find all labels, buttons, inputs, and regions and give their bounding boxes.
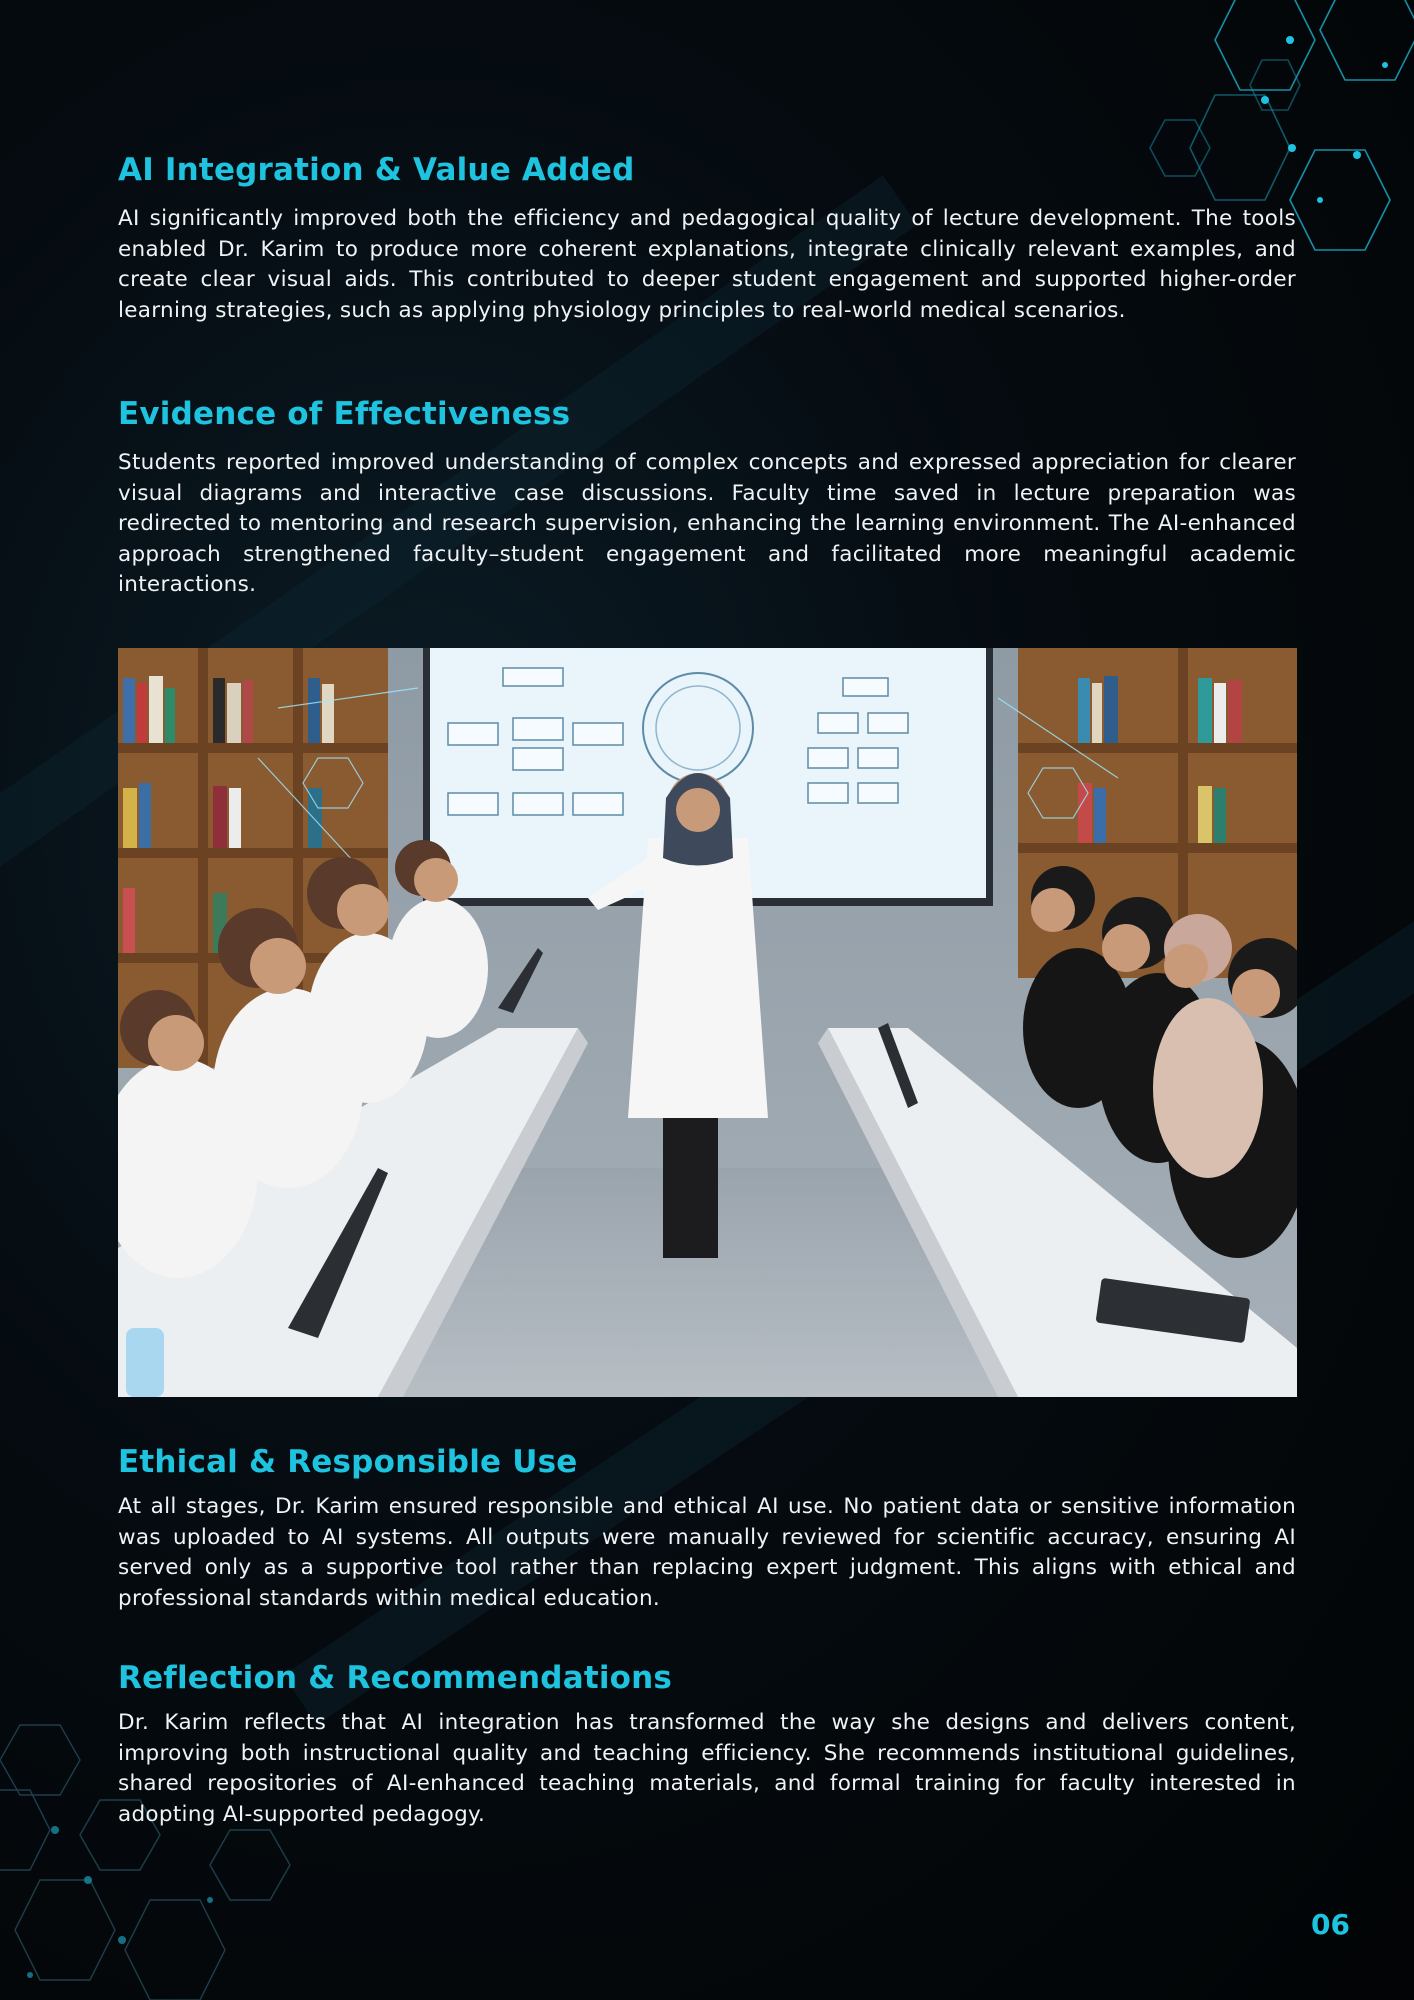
section-evidence <box>118 396 1296 601</box>
section-body: Students reported improved understanding of complex concepts and expressed appreciation for clearer visual diagrams and interactive case discussions. Faculty time saved in lecture preparation was redirected to mentoring and research supervision, enhancing the learning environment. The AI-enhanced approach strengthened faculty–student engagement and facilitated more meaningful academic interactions. <box>118 450 1296 597</box>
section-heading: Ethical & Responsible Use <box>118 1444 578 1480</box>
section-ethical-use <box>118 1444 1296 1614</box>
section-body: At all stages, Dr. Karim ensured responsible and ethical AI use. No patient data or sensitive information was uploaded to AI systems. All outputs were manually reviewed for scientific accuracy, ensuring AI served only as a supportive tool rather than replacing expert judgment. This aligns with ethical and professional standards within medical education. <box>118 1494 1296 1611</box>
page-number: 06 <box>1311 1908 1350 1941</box>
section-heading: Reflection & Recommendations <box>118 1660 673 1696</box>
classroom-illustration <box>118 648 1297 1397</box>
section-heading: AI Integration & Value Added <box>118 152 635 188</box>
section-body: Dr. Karim reflects that AI integration has transformed the way she designs and delivers content, improving both instructional quality and teaching efficiency. She recommends institutional guidelines, shared repositories of AI-enhanced teaching materials, and formal training for faculty interested in adopting AI-supported pedagogy. <box>118 1710 1296 1827</box>
section-body: AI significantly improved both the efficiency and pedagogical quality of lecture development. The tools enabled Dr. Karim to produce more coherent explanations, integrate clinically relevant examples, and create clear visual aids. This contributed to deeper student engagement and supported higher-order learning strategies, such as applying physiology principles to real-world medical scenarios. <box>118 206 1296 323</box>
section-heading: Evidence of Effectiveness <box>118 396 571 432</box>
section-reflection <box>118 1660 1296 1830</box>
classroom-photo <box>118 648 1297 1397</box>
section-ai-integration <box>118 152 1296 326</box>
